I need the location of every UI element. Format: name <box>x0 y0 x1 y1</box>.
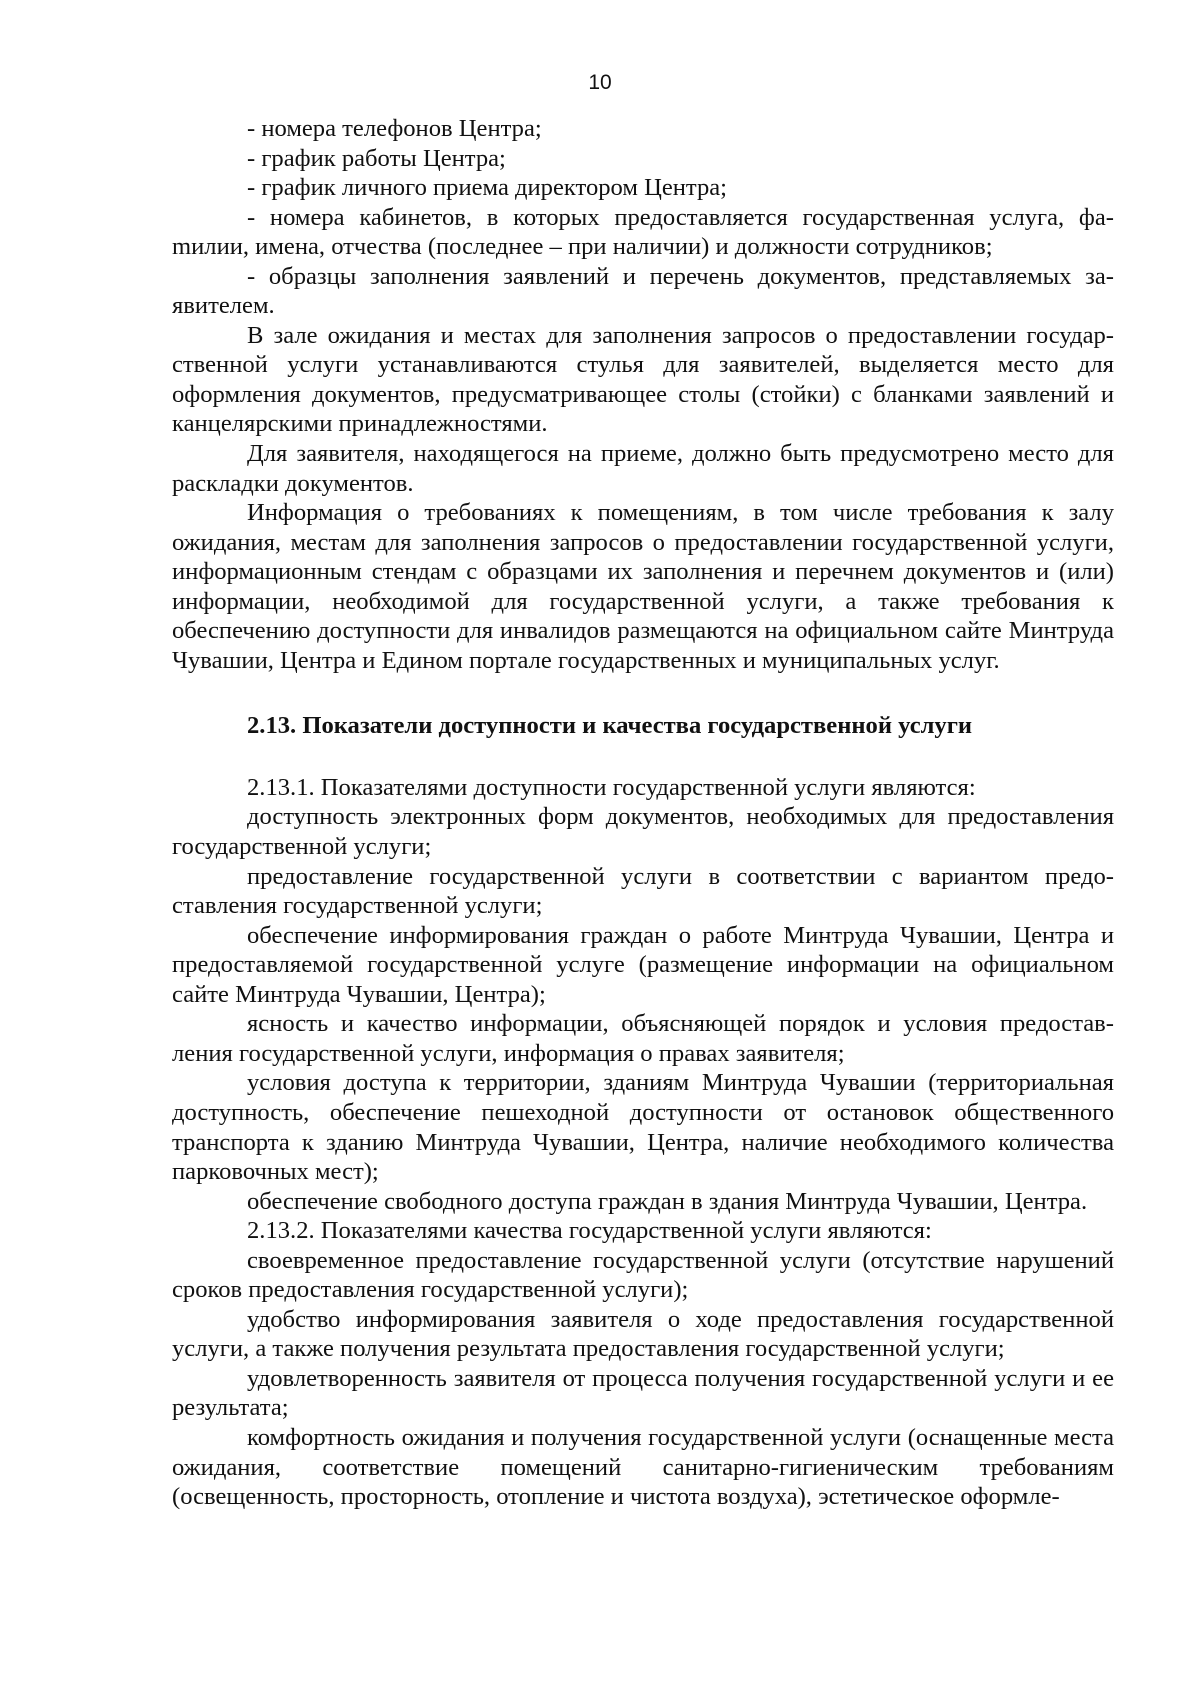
paragraph: ясность и качество информации, объясняющей порядок и условия предоставления государственной услуги, информация о правах заявителя; <box>172 1010 1114 1067</box>
spacer <box>172 741 1114 773</box>
paragraph: 2.13.1. Показателями доступности государственной услуги являются: <box>247 773 976 801</box>
paragraph: 2.13.2. Показателями качества государственной услуги являются: <box>247 1217 932 1245</box>
paragraph: - образцы заполнения заявлений и перечень документов, представляемых заявителем. <box>172 262 1114 320</box>
paragraph: - номера телефонов Центра; <box>247 115 542 142</box>
paragraph: своевременное предоставление государственной услуги (отсутствие нарушений сроков предоставления государственной услуги); <box>172 1246 1114 1304</box>
page-number: 10 <box>588 71 612 94</box>
document-body <box>172 114 1114 1512</box>
paragraph: обеспечение информирования граждан о работе Минтруда Чувашии, Центра и предоставляемой государственной услуге (размещение информации на официальном сайте Минтруда Чувашии, Центра); <box>172 921 1114 1008</box>
paragraph: - график личного приема директором Центра; <box>247 174 728 202</box>
paragraph: предоставление государственной услуги в соответствии с вариантом предоставления государственной услуги; <box>172 862 1114 920</box>
paragraph: Для заявителя, находящегося на приеме, должно быть предусмотрено место для раскладки документов. <box>172 440 1114 497</box>
paragraph: В зале ожидания и местах для заполнения запросов о предоставлении государственной услуги устанавливаются стулья для заявителей, выделяется место для оформления документов, предусматривающее столы (стойки) с бланками заявлений и канцелярскими принадлежностями. <box>172 321 1114 438</box>
section-indicators <box>172 773 1114 1512</box>
paragraph: доступность электронных форм документов, необходимых для предоставления государственной услуги; <box>172 803 1114 861</box>
paragraph: обеспечение свободного доступа граждан в здания Минтруда Чувашии, Центра. <box>247 1187 1088 1215</box>
section-requirements <box>172 114 1114 675</box>
paragraph: - график работы Центра; <box>247 144 506 172</box>
paragraph: Информация о требованиях к помещениям, в том числе требования к залу ожидания, местам для заполнения запросов о предоставлении государственной услуги, информационным стендам с образцами их заполнения и перечнем документов и (или) информации, необходимой для государственной услуги, а также требования к обеспечению доступности для инвалидов размещаются на официальном сайте Минтруда Чувашии, Центра и Едином портале государственных и муниципальных услуг. <box>172 499 1114 674</box>
section-heading: 2.13. Показатели доступности и качества государственной услуги <box>247 712 973 740</box>
paragraph: удовлетворенность заявителя от процесса получения государственной услуги и ее результата; <box>172 1364 1114 1422</box>
paragraph: условия доступа к территории, зданиям Минтруда Чувашии (территориальная доступность, обеспечение пешеходной доступности от остановок общественного транспорта к зданию Минтруда Чувашии, Центра, наличие необходимого количества парковочных мест); <box>172 1069 1114 1186</box>
paragraph: - номера кабинетов, в которых предоставляется государственная услуга, фаmилии, имена, отчества (последнее – при наличии) и должности сотрудников; <box>172 203 1114 261</box>
paragraph: удобство информирования заявителя о ходе предоставления государственной услуги, а также получения результата предоставления государственной услуги; <box>172 1305 1114 1363</box>
spacer <box>172 675 1114 711</box>
paragraph: комфортность ожидания и получения государственной услуги (оснащенные места ожидания, соответствие помещений санитарно-гигиеническим требованиям (освещенность, просторность, отопление и чистота воздуха), эстетическое оформле- <box>172 1423 1114 1511</box>
